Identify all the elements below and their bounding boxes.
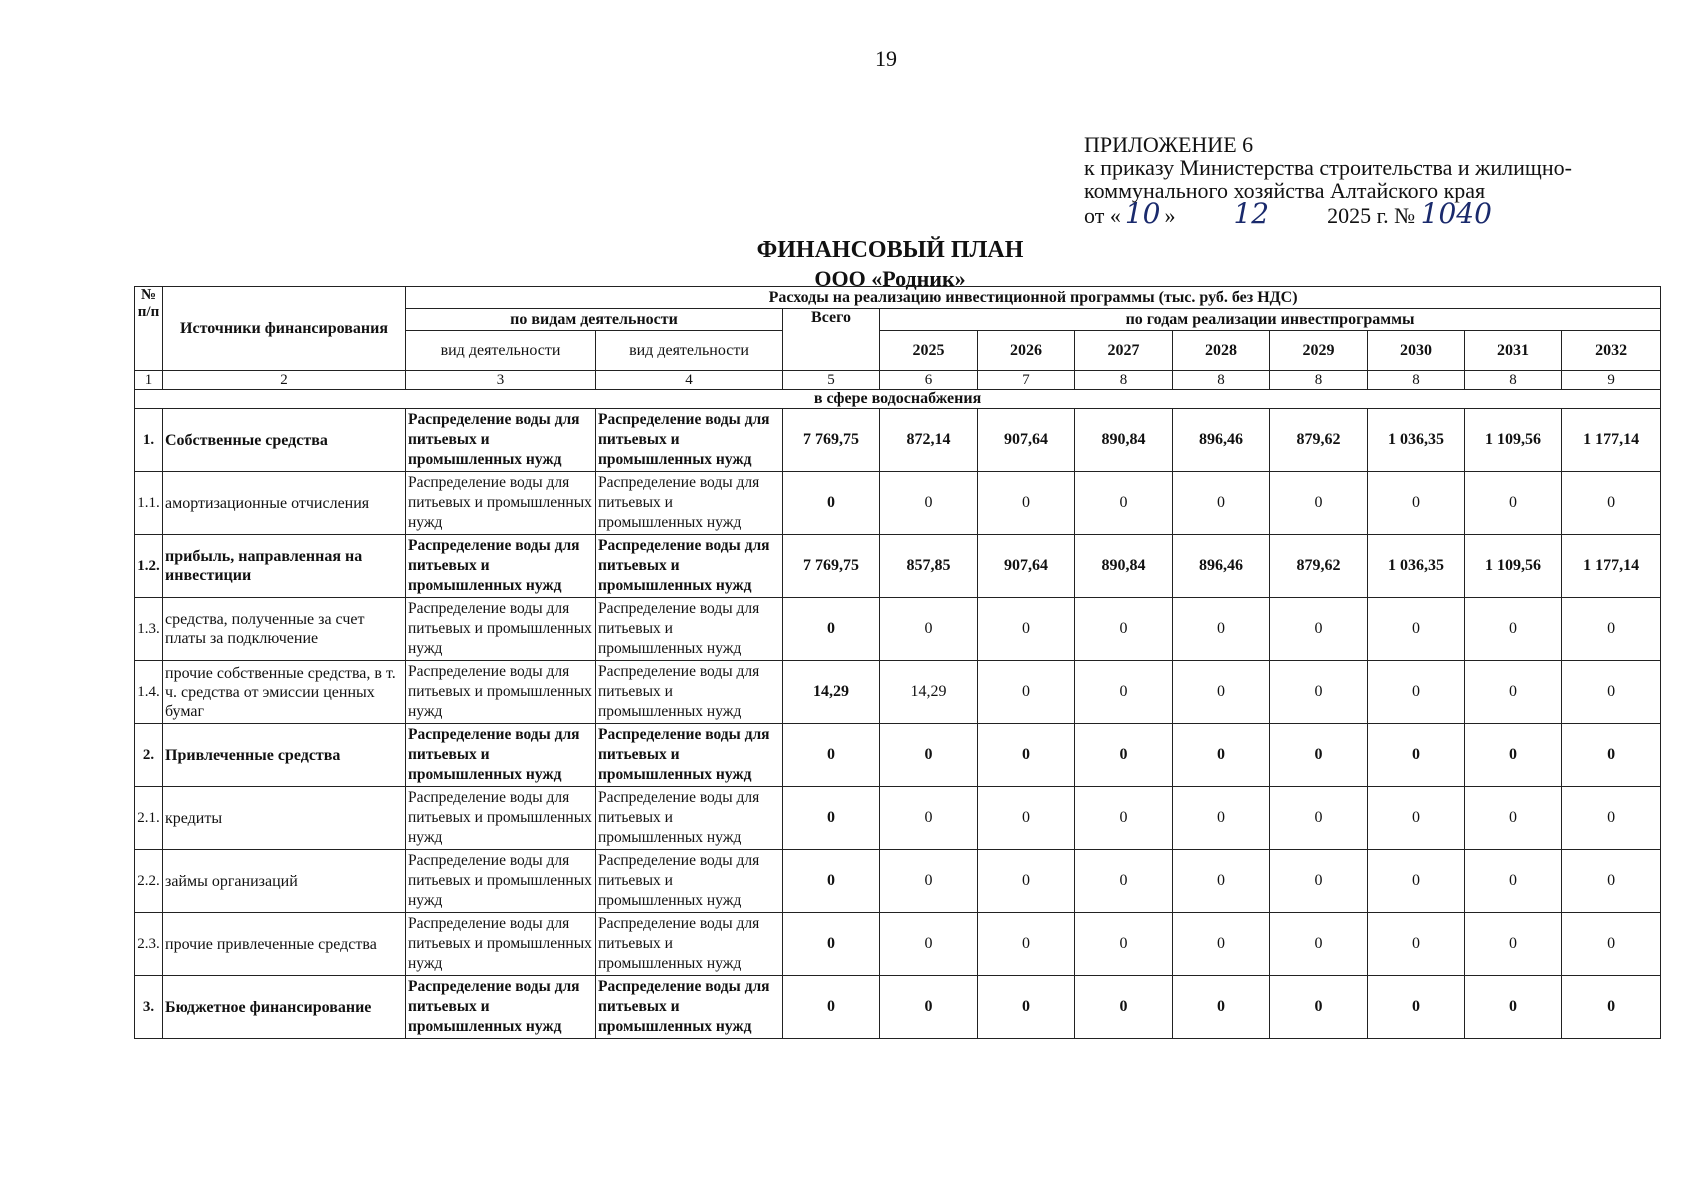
header-year: 2025	[880, 331, 978, 371]
row-year-value: 0	[1465, 661, 1562, 724]
row-year-value: 0	[1562, 913, 1661, 976]
row-year-value: 0	[1465, 472, 1562, 535]
row-year-value: 0	[1173, 913, 1270, 976]
header-year: 2027	[1075, 331, 1173, 371]
row-number: 3.	[135, 976, 163, 1039]
row-total: 0	[783, 913, 880, 976]
row-activity-1: Распределение воды для питьевых и промышленных нужд	[406, 724, 596, 787]
row-year-value: 1 109,56	[1465, 409, 1562, 472]
table-row	[135, 787, 1661, 850]
row-year-value: 0	[1075, 661, 1173, 724]
row-year-value: 0	[1173, 850, 1270, 913]
row-year-value: 0	[1270, 787, 1368, 850]
row-year-value: 0	[1173, 472, 1270, 535]
row-year-value: 0	[978, 850, 1075, 913]
row-year-value: 0	[1368, 976, 1465, 1039]
header-year: 2029	[1270, 331, 1368, 371]
row-year-value: 0	[1173, 598, 1270, 661]
row-year-value: 0	[1075, 787, 1173, 850]
column-number: 8	[1465, 371, 1562, 390]
row-activity-1: Распределение воды для питьевых и промышленных нужд	[406, 787, 596, 850]
row-source: Собственные средства	[163, 409, 406, 472]
row-total: 7 769,75	[783, 409, 880, 472]
row-year-value: 0	[880, 787, 978, 850]
row-number: 1.1.	[135, 472, 163, 535]
column-number: 1	[135, 371, 163, 390]
row-activity-2: Распределение воды для питьевых и промышленных нужд	[596, 724, 783, 787]
row-year-value: 0	[880, 724, 978, 787]
column-number-row	[135, 371, 1661, 390]
row-activity-2: Распределение воды для питьевых и промышленных нужд	[596, 850, 783, 913]
row-year-value: 1 177,14	[1562, 535, 1661, 598]
table-row	[135, 598, 1661, 661]
header-year: 2026	[978, 331, 1075, 371]
row-year-value: 0	[1075, 976, 1173, 1039]
header-by-activity: по видам деятельности	[406, 309, 783, 331]
row-year-value: 0	[978, 724, 1075, 787]
row-year-value: 907,64	[978, 409, 1075, 472]
handwritten-day: 10	[1124, 197, 1161, 230]
row-year-value: 0	[1465, 724, 1562, 787]
row-year-value: 0	[1465, 850, 1562, 913]
row-year-value: 879,62	[1270, 409, 1368, 472]
row-year-value: 1 036,35	[1368, 535, 1465, 598]
row-activity-2: Распределение воды для питьевых и промышленных нужд	[596, 598, 783, 661]
handwritten-month: 12	[1233, 197, 1270, 230]
row-year-value: 879,62	[1270, 535, 1368, 598]
row-year-value: 0	[1270, 724, 1368, 787]
row-year-value: 0	[1465, 598, 1562, 661]
row-activity-2: Распределение воды для питьевых и промышленных нужд	[596, 409, 783, 472]
row-year-value: 0	[1075, 472, 1173, 535]
header-activity-type-2: вид деятельности	[596, 331, 783, 371]
header-year: 2032	[1562, 331, 1661, 371]
header-by-years: по годам реализации инвестпрограммы	[880, 309, 1661, 331]
appendix-line-2: коммунального хозяйства Алтайского края	[1084, 178, 1486, 203]
row-year-value: 0	[1075, 598, 1173, 661]
row-number: 2.1.	[135, 787, 163, 850]
row-year-value: 0	[1173, 724, 1270, 787]
column-number: 2	[163, 371, 406, 390]
row-year-value: 0	[1270, 850, 1368, 913]
row-year-value: 0	[978, 913, 1075, 976]
row-year-value: 0	[1368, 661, 1465, 724]
table-row	[135, 535, 1661, 598]
table-row	[135, 472, 1661, 535]
row-year-value: 0	[1270, 661, 1368, 724]
row-number: 1.3.	[135, 598, 163, 661]
row-year-value: 0	[880, 913, 978, 976]
row-activity-2: Распределение воды для питьевых и промышленных нужд	[596, 976, 783, 1039]
column-number: 7	[978, 371, 1075, 390]
row-number: 1.	[135, 409, 163, 472]
row-year-value: 0	[978, 598, 1075, 661]
column-number: 8	[1270, 371, 1368, 390]
row-source: прибыль, направленная на инвестиции	[163, 535, 406, 598]
row-year-value: 896,46	[1173, 409, 1270, 472]
row-year-value: 0	[1173, 976, 1270, 1039]
row-activity-1: Распределение воды для питьевых и промышленных нужд	[406, 535, 596, 598]
row-year-value: 0	[978, 472, 1075, 535]
row-activity-1: Распределение воды для питьевых и промышленных нужд	[406, 598, 596, 661]
row-year-value: 0	[1465, 913, 1562, 976]
row-year-value: 0	[978, 787, 1075, 850]
row-activity-1: Распределение воды для питьевых и промышленных нужд	[406, 661, 596, 724]
document-subtitle: ООО «Родник»	[814, 266, 966, 291]
column-number: 6	[880, 371, 978, 390]
header-no: № п/п	[135, 287, 163, 371]
row-year-value: 0	[1270, 913, 1368, 976]
row-activity-1: Распределение воды для питьевых и промышленных нужд	[406, 913, 596, 976]
row-year-value: 0	[1173, 661, 1270, 724]
row-year-value: 0	[1465, 787, 1562, 850]
row-activity-2: Распределение воды для питьевых и промышленных нужд	[596, 787, 783, 850]
header-year: 2030	[1368, 331, 1465, 371]
date-prefix: от «	[1084, 203, 1121, 228]
row-year-value: 0	[1368, 913, 1465, 976]
row-source: прочие привлеченные средства	[163, 913, 406, 976]
row-year-value: 0	[880, 850, 978, 913]
row-year-value: 0	[1368, 472, 1465, 535]
row-year-value: 896,46	[1173, 535, 1270, 598]
row-source: займы организаций	[163, 850, 406, 913]
row-activity-2: Распределение воды для питьевых и промышленных нужд	[596, 535, 783, 598]
row-total: 7 769,75	[783, 535, 880, 598]
row-year-value: 0	[1270, 598, 1368, 661]
appendix-date-line	[1084, 197, 1572, 230]
row-year-value: 0	[880, 472, 978, 535]
row-year-value: 0	[1368, 850, 1465, 913]
row-year-value: 0	[880, 598, 978, 661]
column-number: 8	[1368, 371, 1465, 390]
row-activity-1: Распределение воды для питьевых и промышленных нужд	[406, 472, 596, 535]
row-year-value: 0	[880, 976, 978, 1039]
table-row	[135, 976, 1661, 1039]
row-activity-2: Распределение воды для питьевых и промышленных нужд	[596, 661, 783, 724]
row-total: 14,29	[783, 661, 880, 724]
row-year-value: 0	[1562, 724, 1661, 787]
row-activity-2: Распределение воды для питьевых и промышленных нужд	[596, 472, 783, 535]
row-activity-2: Распределение воды для питьевых и промышленных нужд	[596, 913, 783, 976]
appendix-line-1: к приказу Министерства строительства и жилищно-	[1084, 155, 1572, 180]
row-year-value: 1 036,35	[1368, 409, 1465, 472]
section-title: в сфере водоснабжения	[135, 390, 1661, 409]
row-number: 1.4.	[135, 661, 163, 724]
table-body	[135, 371, 1661, 1039]
row-number: 2.3.	[135, 913, 163, 976]
column-number: 5	[783, 371, 880, 390]
row-year-value: 0	[1368, 724, 1465, 787]
row-year-value: 907,64	[978, 535, 1075, 598]
row-year-value: 1 109,56	[1465, 535, 1562, 598]
row-total: 0	[783, 724, 880, 787]
page-number: 19	[875, 46, 897, 71]
header-source: Источники финансирования	[163, 287, 406, 371]
row-source: Привлеченные средства	[163, 724, 406, 787]
row-total: 0	[783, 472, 880, 535]
document-title: ФИНАНСОВЫЙ ПЛАН	[756, 237, 1024, 263]
row-total: 0	[783, 598, 880, 661]
appendix-block	[1084, 132, 1572, 230]
header-expenses: Расходы на реализацию инвестиционной программы (тыс. руб. без НДС)	[406, 287, 1661, 309]
column-number: 9	[1562, 371, 1661, 390]
row-year-value: 0	[978, 661, 1075, 724]
row-year-value: 857,85	[880, 535, 978, 598]
row-year-value: 0	[1562, 850, 1661, 913]
financial-plan-table	[134, 286, 1661, 1039]
row-year-value: 0	[1368, 598, 1465, 661]
row-source: амортизационные отчисления	[163, 472, 406, 535]
date-mid: »	[1164, 203, 1176, 228]
row-year-value: 0	[1562, 598, 1661, 661]
row-total: 0	[783, 787, 880, 850]
row-year-value: 0	[1562, 661, 1661, 724]
handwritten-order-number: 1040	[1420, 197, 1492, 230]
column-number: 4	[596, 371, 783, 390]
row-year-value: 0	[1562, 976, 1661, 1039]
column-number: 8	[1173, 371, 1270, 390]
row-source: Бюджетное финансирование	[163, 976, 406, 1039]
header-year: 2031	[1465, 331, 1562, 371]
table-header	[135, 287, 1661, 371]
row-year-value: 0	[1270, 472, 1368, 535]
appendix-title: ПРИЛОЖЕНИЕ 6	[1084, 132, 1254, 157]
table-row	[135, 913, 1661, 976]
row-source: прочие собственные средства, в т. ч. средства от эмиссии ценных бумаг	[163, 661, 406, 724]
header-activity-type-1: вид деятельности	[406, 331, 596, 371]
row-year-value: 872,14	[880, 409, 978, 472]
row-activity-1: Распределение воды для питьевых и промышленных нужд	[406, 976, 596, 1039]
row-source: средства, полученные за счет платы за подключение	[163, 598, 406, 661]
row-year-value: 0	[978, 976, 1075, 1039]
row-total: 0	[783, 850, 880, 913]
table-row	[135, 661, 1661, 724]
row-year-value: 0	[1465, 976, 1562, 1039]
row-number: 1.2.	[135, 535, 163, 598]
row-year-value: 0	[1075, 850, 1173, 913]
row-year-value: 0	[1075, 913, 1173, 976]
row-activity-1: Распределение воды для питьевых и промышленных нужд	[406, 850, 596, 913]
row-total: 0	[783, 976, 880, 1039]
row-number: 2.	[135, 724, 163, 787]
row-activity-1: Распределение воды для питьевых и промышленных нужд	[406, 409, 596, 472]
row-year-value: 0	[1368, 787, 1465, 850]
section-row	[135, 390, 1661, 409]
table-row	[135, 850, 1661, 913]
header-year: 2028	[1173, 331, 1270, 371]
column-number: 3	[406, 371, 596, 390]
row-number: 2.2.	[135, 850, 163, 913]
row-year-value: 0	[1173, 787, 1270, 850]
header-total: Всего	[783, 309, 880, 371]
row-year-value: 0	[1075, 724, 1173, 787]
row-year-value: 1 177,14	[1562, 409, 1661, 472]
row-year-value: 890,84	[1075, 535, 1173, 598]
table-row	[135, 724, 1661, 787]
table-row	[135, 409, 1661, 472]
row-year-value: 14,29	[880, 661, 978, 724]
row-year-value: 0	[1562, 472, 1661, 535]
column-number: 8	[1075, 371, 1173, 390]
row-source: кредиты	[163, 787, 406, 850]
row-year-value: 0	[1270, 976, 1368, 1039]
row-year-value: 890,84	[1075, 409, 1173, 472]
date-year: 2025 г. №	[1327, 203, 1416, 228]
row-year-value: 0	[1562, 787, 1661, 850]
